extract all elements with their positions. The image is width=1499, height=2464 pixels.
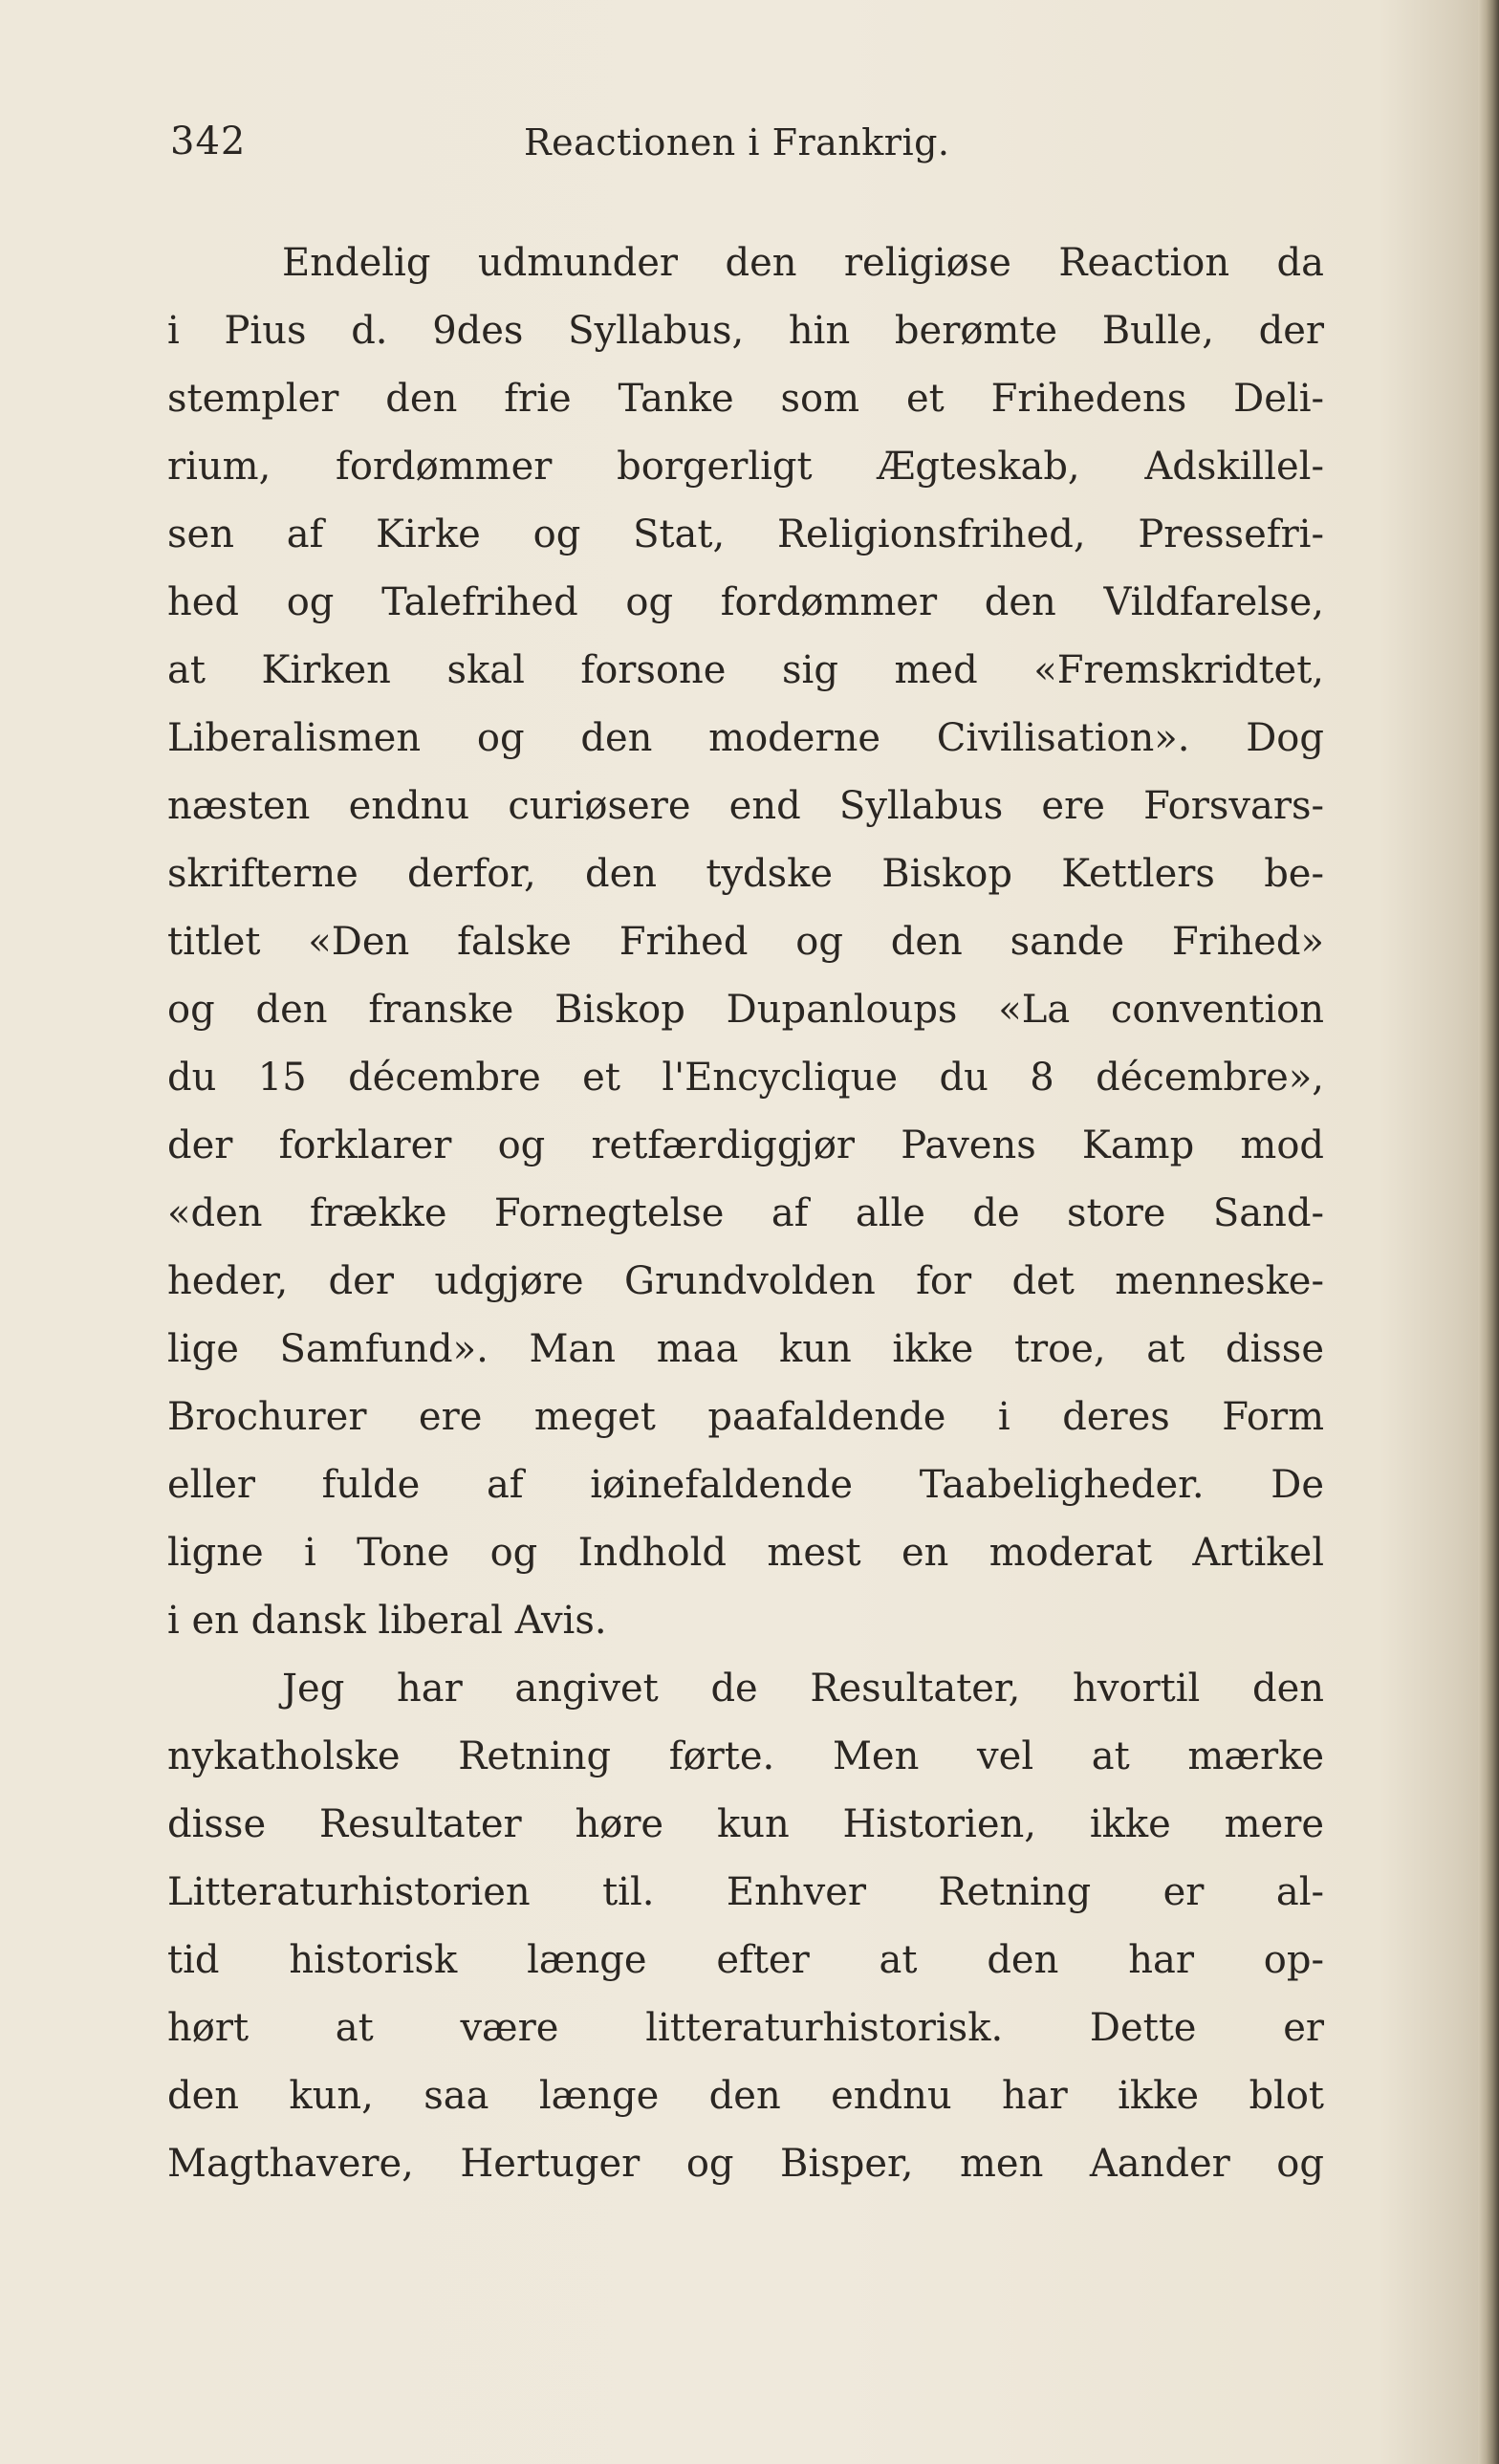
- text-line: Endelig udmunder den religiøse Reaction da: [282, 241, 1324, 285]
- text-line: du 15 décembre et l'Encyclique du 8 décembre»,: [167, 1056, 1324, 1100]
- text-line: stempler den frie Tanke som et Frihedens Deli-: [167, 377, 1324, 421]
- text-line: hed og Talefrihed og fordømmer den Vildfarelse,: [167, 580, 1324, 624]
- text-line: Jeg har angivet de Resultater, hvortil den: [282, 1667, 1324, 1711]
- text-line: at Kirken skal forsone sig med «Fremskridtet,: [167, 648, 1324, 692]
- text-line: hørt at være litteraturhistorisk. Dette er: [167, 2006, 1324, 2050]
- body-text: [167, 229, 1324, 2198]
- text-line: Brochurer ere meget paafaldende i deres Form: [167, 1395, 1324, 1439]
- text-line: den kun, saa længe den endnu har ikke blot: [167, 2074, 1324, 2118]
- text-line: Liberalismen og den moderne Civilisation». Dog: [167, 716, 1324, 760]
- text-line: der forklarer og retfærdiggjør Pavens Kamp mod: [167, 1123, 1324, 1167]
- text-line: næsten endnu curiøsere end Syllabus ere Forsvars-: [167, 784, 1324, 828]
- text-line: nykatholske Retning førte. Men vel at mærke: [167, 1734, 1324, 1778]
- running-title: Reactionen i Frankrig.: [524, 121, 950, 164]
- text-line: ligne i Tone og Indhold mest en moderat Artikel: [167, 1531, 1324, 1575]
- page-binding-edge: [1478, 0, 1499, 2464]
- text-line: disse Resultater høre kun Historien, ikke mere: [167, 1802, 1324, 1846]
- text-line: «den frække Fornegtelse af alle de store Sand-: [167, 1191, 1324, 1235]
- text-line: heder, der udgjøre Grundvolden for det menneske-: [167, 1259, 1324, 1303]
- text-line: rium, fordømmer borgerligt Ægteskab, Adskillel-: [167, 445, 1324, 489]
- text-line: eller fulde af iøinefaldende Taabeligheder. De: [167, 1463, 1324, 1507]
- text-line: og den franske Biskop Dupanloups «La convention: [167, 988, 1324, 1032]
- text-line: tid historisk længe efter at den har op-: [167, 1938, 1324, 1982]
- text-line: Litteraturhistorien til. Enhver Retning er al-: [167, 1870, 1324, 1914]
- text-line: lige Samfund». Man maa kun ikke troe, at disse: [167, 1327, 1324, 1371]
- text-line: sen af Kirke og Stat, Religionsfrihed, Pressefri-: [167, 512, 1324, 556]
- text-line: skrifterne derfor, den tydske Biskop Kettlers be-: [167, 852, 1324, 896]
- text-line: i Pius d. 9des Syllabus, hin berømte Bulle, der: [167, 309, 1324, 353]
- text-line: titlet «Den falske Frihed og den sande Frihed»: [167, 920, 1324, 964]
- text-line: Magthavere, Hertuger og Bisper, men Aander og: [167, 2142, 1324, 2186]
- running-head: [170, 120, 1322, 177]
- text-line: i en dansk liberal Avis.: [167, 1599, 607, 1643]
- page-number: 342: [170, 120, 247, 164]
